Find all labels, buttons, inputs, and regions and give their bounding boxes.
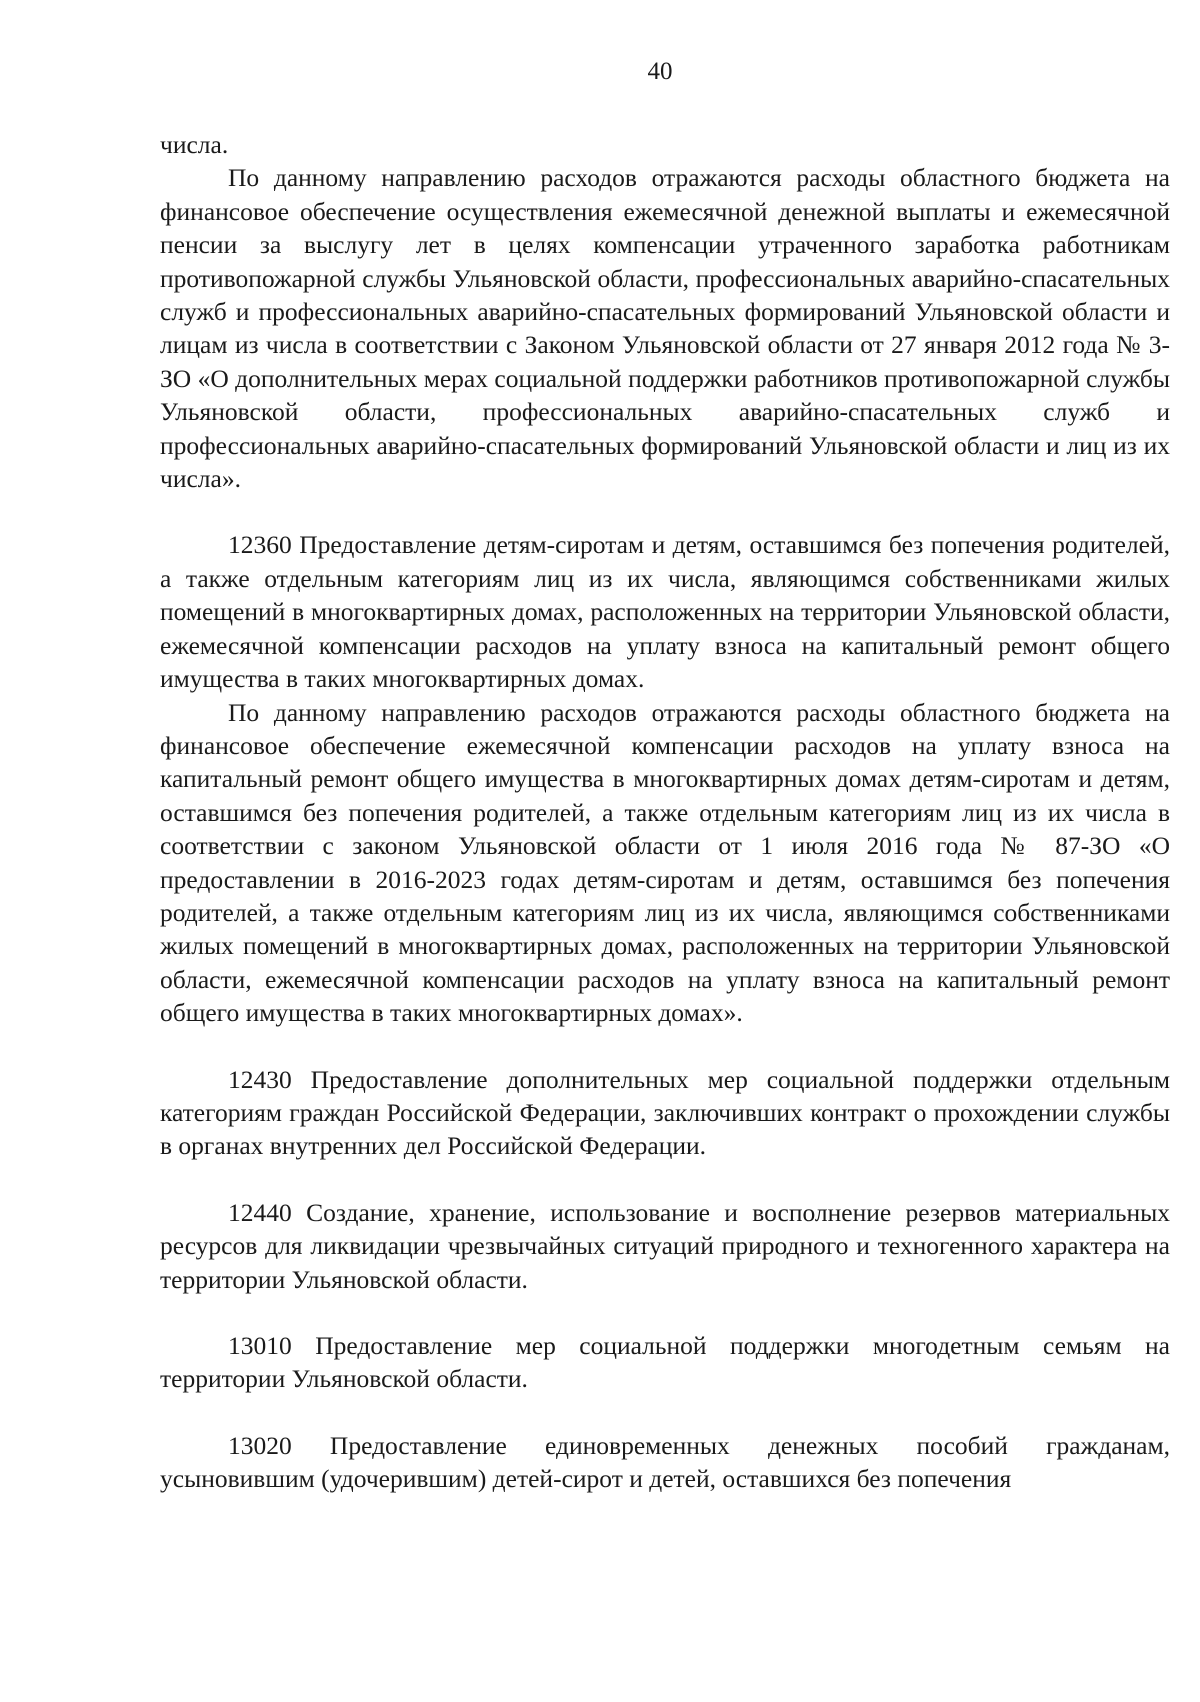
page-number: 40 [647,58,673,85]
paragraph-code-12440: 12440 Создание, хранение, использование и восполнение резервов материальных ресурсов для ликвидации чрезвычайных ситуаций природного и техногенного характера на территории Ульяновской области. [160,1197,1170,1294]
paragraph-continuation: числа. [160,130,229,159]
paragraph-description: По данному направлению расходов отражаются расходы областного бюджета на финансовое обеспечение ежемесячной компенсации расходов на уплату взноса на капитальный ремонт общего имущества в многоквартирных домах детям-сиротам и детям, оставшимся без попечения родителей, а также отдельным категориям лиц из их числа в соответствии с законом Ульяновской области от 1 июля 2016 года № 87-ЗО «О предоставлении в 2016-2023 годах детям-сиротам и детям, оставшимся без попечения родителей, а также отдельным категориям лиц из их числа, являющимся собственниками жилых помещений в многоквартирных домах, расположенных на территории Ульяновской области, ежемесячной компенсации расходов на уплату взноса на капитальный ремонт общего имущества в таких многоквартирных домах». [160,697,1170,1028]
paragraph-description: По данному направлению расходов отражаются расходы областного бюджета на финансовое обеспечение осуществления ежемесячной денежной выплаты и ежемесячной пенсии за выслугу лет в целях компенсации утраченного заработка работникам противопожарной службы Ульяновской области, профессиональных аварийно-спасательных служб и профессиональных аварийно-спасательных формирований Ульяновской области и лицам из числа в соответствии с Законом Ульяновской области от 27 января 2012 года № 3-ЗО «О дополнительных мерах социальной поддержки работников противопожарной службы Ульяновской области, профессиональных аварийно-спасательных служб и профессиональных аварийно-спасательных формирований Ульяновской области и лиц из их числа». [160,163,1170,494]
paragraph-code-13020: 13020 Предоставление единовременных денежных пособий гражданам, усыновившим (удочерившим) детей-сирот и детей, оставшихся без попечения [160,1430,1170,1494]
document-body [160,128,1170,1496]
paragraph-code-13010: 13010 Предоставление мер социальной поддержки многодетным семьям на территории Ульяновской области. [160,1331,1170,1394]
paragraph-code-12430: 12430 Предоставление дополнительных мер социальной поддержки отдельным категориям граждан Российской Федерации, заключивших контракт о прохождении службы в органах внутренних дел Российской Федерации. [160,1064,1170,1161]
paragraph-code-12360: 12360 Предоставление детям-сиротам и детям, оставшимся без попечения родителей, а также отдельным категориям лиц из их числа, являющимся собственниками жилых помещений в многоквартирных домах, расположенных на территории Ульяновской области, ежемесячной компенсации расходов на уплату взноса на капитальный ремонт общего имущества в таких многоквартирных домах. [160,530,1170,694]
